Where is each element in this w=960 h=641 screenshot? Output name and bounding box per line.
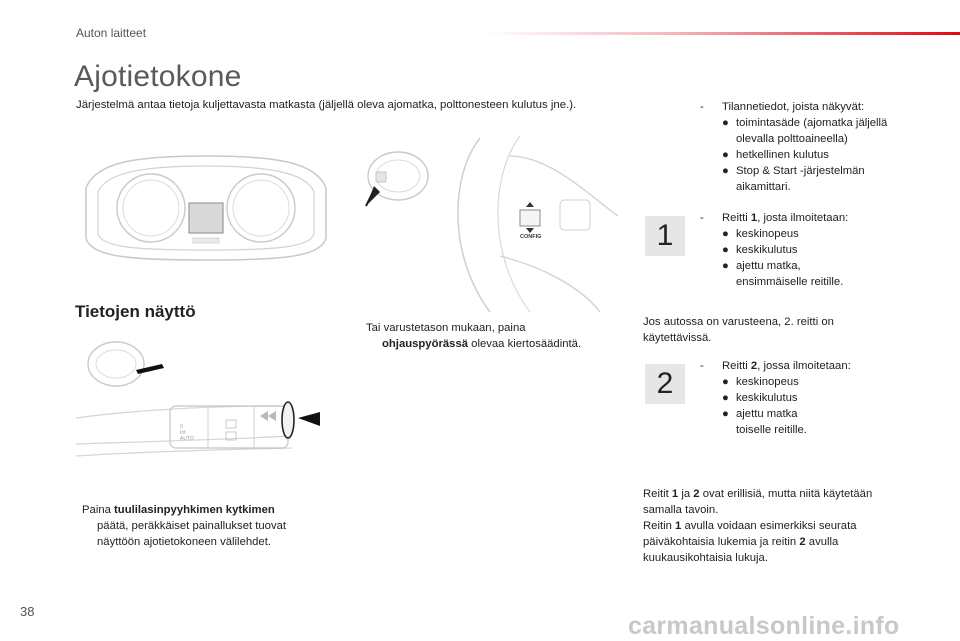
status-block: - Tilannetiedot, joista näkyvät: ● toimintasäde (ajomatka jäljellä olevalla polttoaineella) ● hetkellinen kulutus ● Stop & Start -järjestelmän aikamittari. [700, 99, 930, 195]
press-arrow-icon [298, 412, 320, 426]
display-screen [189, 203, 223, 233]
page-title: Ajotietokone [74, 60, 242, 93]
steering-wheel-figure [360, 136, 622, 314]
list-item: ● hetkellinen kulutus [722, 149, 829, 161]
header-rule [484, 32, 960, 35]
watermark: carmanualsonline.info [628, 612, 900, 640]
page-number: 38 [20, 604, 35, 619]
wheel-instruction: Tai varustetason mukaan, paina ohjauspyörässä olevaa kiertosäädintä. [366, 322, 582, 350]
stalk-label-0: 0 [180, 424, 183, 430]
list-item: ● keskinopeus [722, 228, 799, 240]
list-item: ● keskikulutus [722, 244, 798, 256]
config-label: CONFIG [520, 234, 542, 240]
list-item: ● keskinopeus [722, 376, 799, 388]
trip-1-badge: 1 [645, 216, 685, 256]
stalk-label-int: Int [180, 430, 186, 436]
trip-1-block: - Reitti 1, josta ilmoitetaan: ● keskinopeus ● keskikulutus ● ajettu matka, ensimmäiselle reitille. [700, 210, 930, 290]
trip-2-badge: 2 [645, 364, 685, 404]
instrument-cluster-figure [76, 148, 336, 268]
section-subheading: Tietojen näyttö [75, 302, 196, 321]
list-item: ● toimintasäde (ajomatka jäljellä olevalla polttoaineella) [722, 117, 888, 145]
trip-2-block: - Reitti 2, jossa ilmoitetaan: ● keskinopeus ● keskikulutus ● ajettu matka toiselle reitille. [700, 358, 930, 438]
wiper-instruction: Paina tuulilasinpyyhkimen kytkimen päätä, peräkkäiset painallukset tuovat näyttöön ajotietokoneen välilehdet. [82, 504, 287, 548]
list-item: ● ajettu matka toiselle reitille. [722, 408, 807, 436]
note-text: Jos autossa on varusteena, 2. reitti on käytettävissä. [643, 316, 834, 344]
wiper-stalk-figure [76, 336, 326, 468]
list-item: ● ajettu matka, ensimmäiselle reitille. [722, 260, 844, 288]
intro-text: Järjestelmä antaa tietoja kuljettavasta matkasta (jäljellä oleva ajomatka, polttonesteen kulutus jne.). [76, 99, 577, 111]
footer-paragraph: Reitit 1 ja 2 ovat erillisiä, mutta niitä käytetään samalla tavoin. Reitin 1 avulla voidaan esimerkiksi seurata päiväkohtaisia lukemia ja reitin 2 avulla kuukausikohtaisia lukuja. [643, 488, 873, 564]
list-item: ● Stop & Start -järjestelmän aikamittari. [722, 165, 865, 193]
stalk-label-auto: AUTO [180, 436, 194, 442]
section-label: Auton laitteet [76, 26, 147, 40]
list-item: ● keskikulutus [722, 392, 798, 404]
